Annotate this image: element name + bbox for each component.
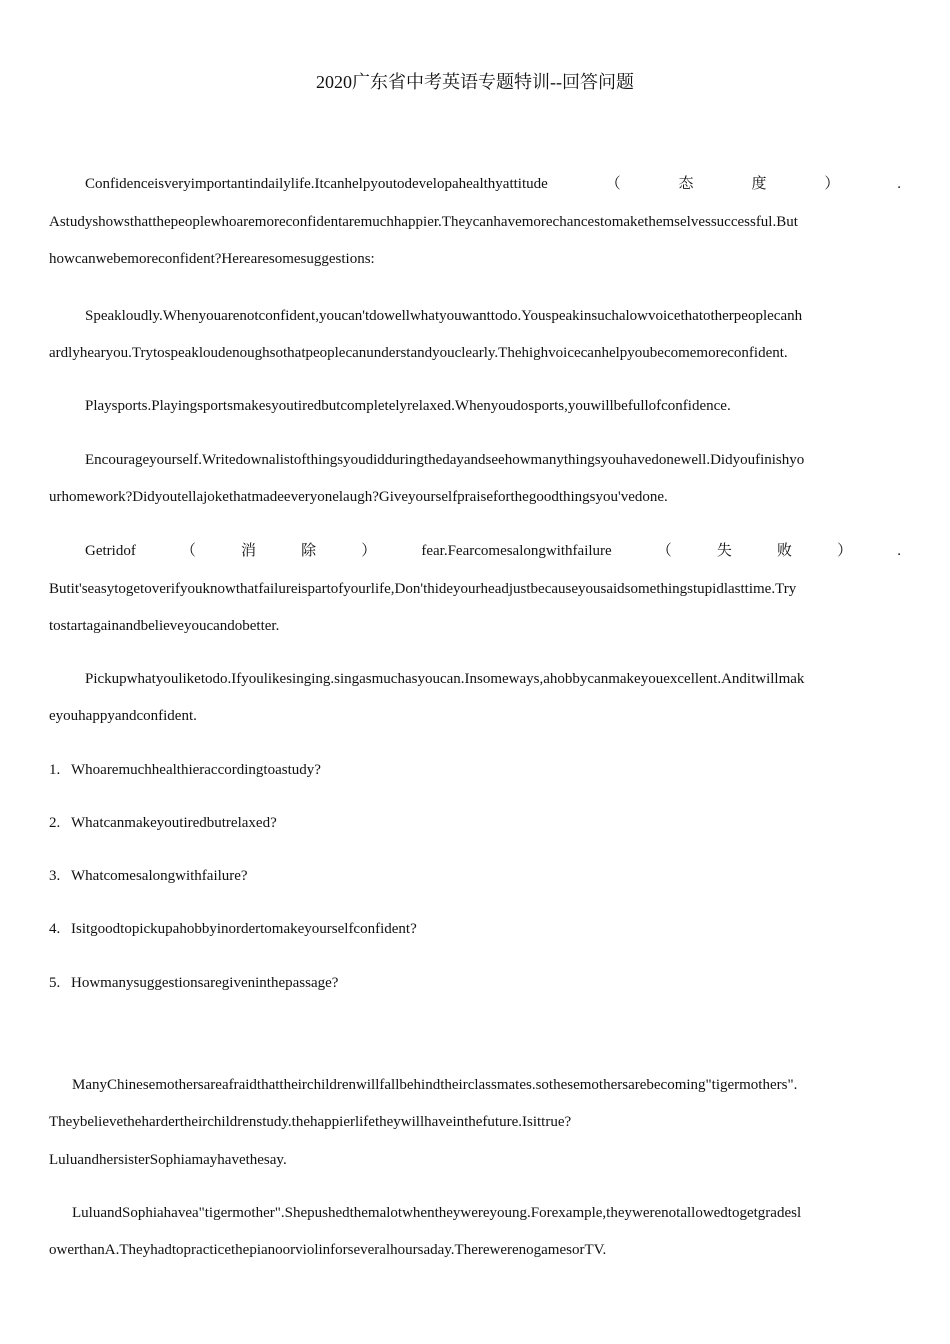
text-segment: （ <box>180 543 196 559</box>
question-text: Howmanysuggestionsaregiveninthepassage? <box>71 975 339 991</box>
question-text: Isitgoodtopickupahobbyinordertomakeyourselfconfident? <box>71 921 417 937</box>
text-segment: （ <box>656 543 672 559</box>
question-number: 5. <box>49 975 61 991</box>
text-segment: ） <box>361 543 377 559</box>
question-5 <box>49 973 901 993</box>
text-segment: （ <box>605 176 621 192</box>
text-segment: ） <box>824 176 840 192</box>
text-segment: 除 <box>301 543 317 559</box>
p2-line-1: Speakloudly.Whenyouarenotconfident,youcan'tdowellwhatyouwanttodo.Youspeakinsuchalowvoicethatotherpeoplecanh <box>85 308 803 324</box>
p2-line-2: ardlyhearyou.Trytospeakloudenoughsothatpeoplecanunderstandyouclearly.Thehighvoicecanhelpyoubecomemoreconfident. <box>49 345 788 361</box>
p2-1-line-2: Theybelievethehardertheirchildrenstudy.thehappierlifetheywillhaveinthefuture.Isittrue? <box>49 1114 572 1130</box>
text-segment: . <box>897 176 901 192</box>
text-segment: 态 <box>678 176 694 192</box>
text-segment: 消 <box>241 543 257 559</box>
question-text: Whatcanmakeyoutiredbutrelaxed? <box>71 815 277 831</box>
p5-line-1 <box>85 541 901 561</box>
question-number: 3. <box>49 868 61 884</box>
p2-1-line-3: LuluandhersisterSophiamayhavethesay. <box>49 1152 287 1168</box>
question-text: Whoaremuchhealthieraccordingtoastudy? <box>71 762 321 778</box>
p1-line-1 <box>85 174 901 194</box>
p2-2-line-2: owerthanA.Theyhadtopracticethepianoorviolinforseveralhoursaday.TherewerenogamesorTV. <box>49 1242 607 1258</box>
text-segment: 失 <box>716 543 732 559</box>
question-2 <box>49 813 901 833</box>
p2-1-line-1: ManyChinesemothersareafraidthattheirchildrenwillfallbehindtheirclassmates.sothesemothersarebecoming"tigermothers". <box>72 1077 798 1093</box>
p2-2-line-1: LuluandSophiahavea"tigermother".Shepushedthemalotwhentheywereyoung.Forexample,theywerenotallowedtogetgradesl <box>72 1205 802 1221</box>
text-segment: 度 <box>751 176 767 192</box>
p4-line-1: Encourageyourself.Writedownalistofthingsyoudidduringthedayandseehowmanythingsyouhavedonewell.Didyoufinishyo <box>85 452 805 468</box>
p5-line-2: Butit'seasytogetoverifyouknowthatfailureispartofyourlife,Don'thideyourheadjustbecauseyousaidsomethingstupidlasttime.Try <box>49 581 797 597</box>
p5-line-3: tostartagainandbelieveyoucandobetter. <box>49 618 280 634</box>
question-number: 4. <box>49 921 61 937</box>
text-segment: fear.Fearcomesalongwithfailure <box>421 543 612 559</box>
p3-line-1: Playsports.Playingsportsmakesyoutiredbutcompletelyrelaxed.Whenyoudosports,youwillbefullofconfidence. <box>85 398 731 414</box>
p4-line-2: urhomework?Didyoutellajokethatmadeeveryonelaugh?Giveyourselfpraiseforthegoodthingsyou'vedone. <box>49 489 668 505</box>
text-segment: . <box>897 543 901 559</box>
question-text: Whatcomesalongwithfailure? <box>71 868 248 884</box>
p6-line-2: eyouhappyandconfident. <box>49 708 197 724</box>
text-segment: 败 <box>777 543 793 559</box>
question-1 <box>49 760 901 780</box>
question-4 <box>49 919 901 939</box>
question-3 <box>49 866 901 886</box>
p1-line-3: howcanwebemoreconfident?Herearesomesuggestions: <box>49 251 375 267</box>
question-number: 2. <box>49 815 61 831</box>
document-title: 2020广东省中考英语专题特训--回答问题 <box>316 72 634 92</box>
p1-line-2: Astudyshowsthatthepeoplewhoaremoreconfidentaremuchhappier.Theycanhavemorechancestomakethemselvessuccessful.But <box>49 214 798 230</box>
question-number: 1. <box>49 762 61 778</box>
text-segment: Confidenceisveryimportantindailylife.Itcanhelpyoutodevelopahealthyattitude <box>85 176 548 192</box>
p6-line-1: Pickupwhatyouliketodo.Ifyoulikesinging.singasmuchasyoucan.Insomeways,ahobbycanmakeyouexcellent.Anditwillmak <box>85 671 805 687</box>
text-segment: ） <box>837 543 853 559</box>
text-segment: Getridof <box>85 543 136 559</box>
